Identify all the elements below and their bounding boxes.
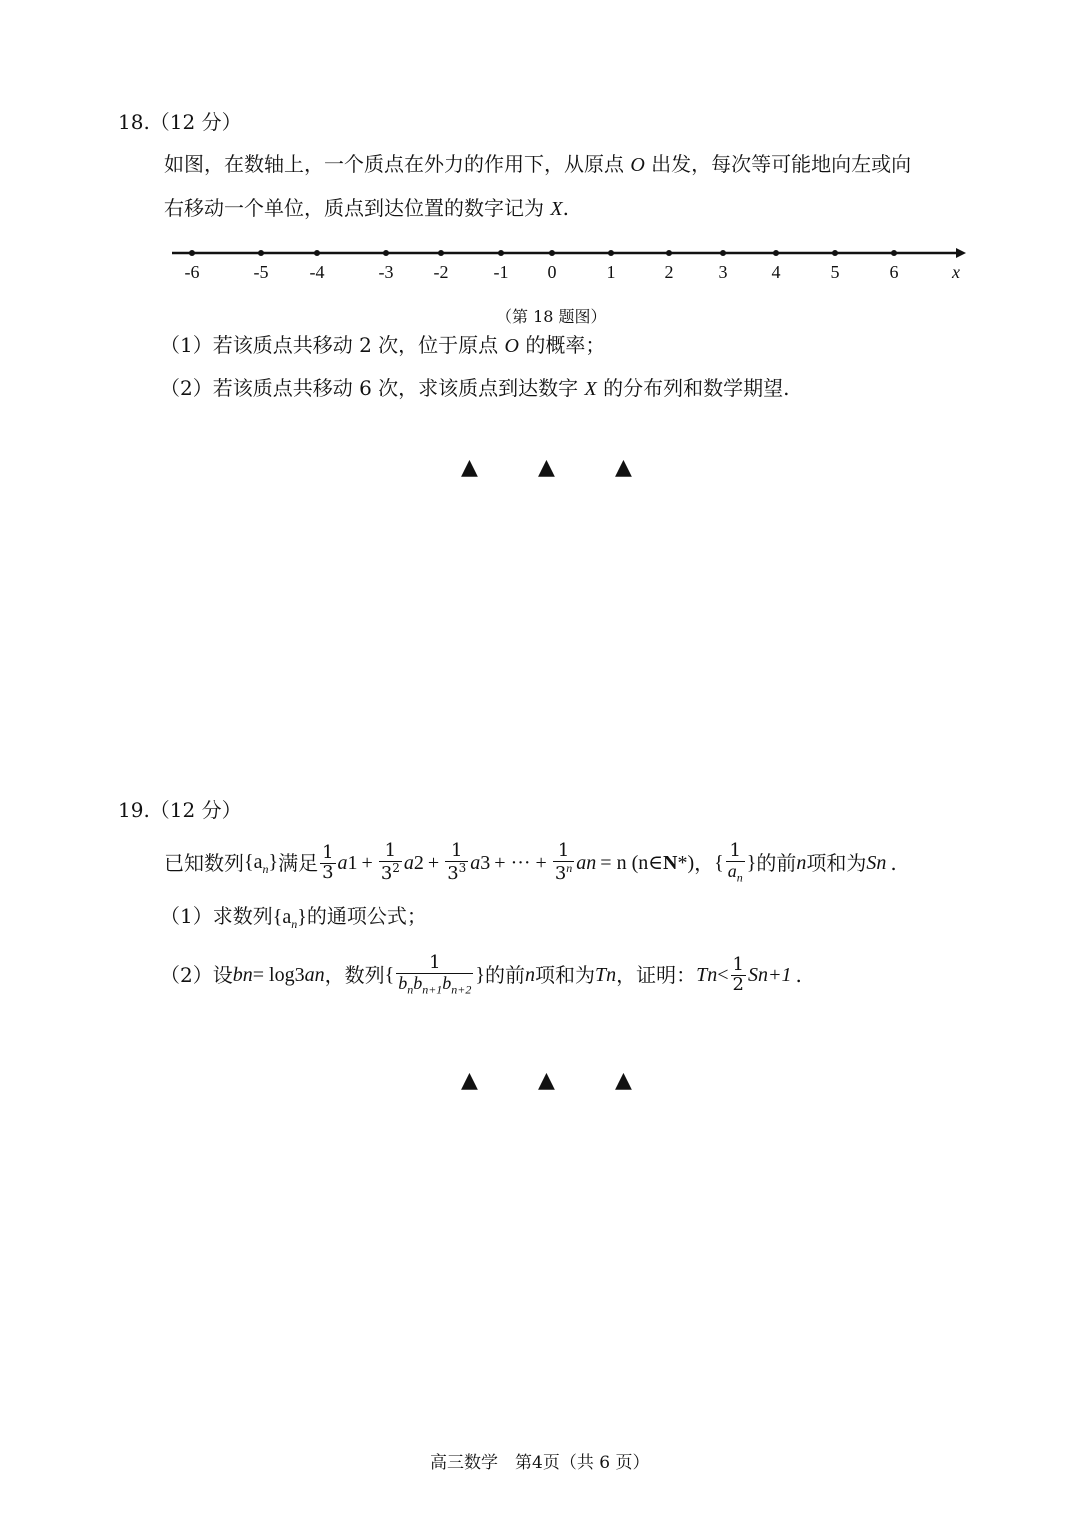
tick-dot	[549, 250, 555, 256]
tick-label: -5	[253, 262, 269, 282]
tick-dot	[314, 250, 320, 256]
tick-dot	[891, 250, 897, 256]
page-footer: 高三数学 第4页（共 6 页）	[430, 1453, 650, 1473]
number-line-ticks	[185, 250, 899, 282]
answer-space-marker	[431, 1068, 662, 1093]
tick-dot	[832, 250, 838, 256]
fraction-1-2: $\frac{1}{2}$	[732, 953, 744, 995]
q19-part1: （1）求数列$\{a_n\}$的通项公式；	[160, 904, 427, 931]
answer-space-marker	[431, 455, 662, 480]
tick-dot	[438, 250, 444, 256]
tick-dot	[666, 250, 672, 256]
tick-dot	[189, 250, 195, 256]
tick-dot	[608, 250, 614, 256]
tick-label: -6	[184, 262, 200, 282]
q18-part1: （1）若该质点共移动 2 次，位于原点 O 的概率；	[160, 333, 606, 357]
origin-symbol: O	[630, 154, 645, 176]
tick-dot	[773, 250, 779, 256]
fraction-1-an: $\frac{1}{a_n}$	[727, 840, 743, 885]
fraction-1-3cu: $\frac{1}{3^3}$	[447, 840, 467, 885]
tick-label: -3	[378, 262, 394, 282]
triangle-mark: ▲	[538, 455, 555, 480]
q19-part2: （2）设 b n = log 3 a n ，数列 { $\frac{1}{b_nb_{n+1}b_{n+2}}$ } 的前 n 项和为 T n ，证明： T n < $\frac{1}{2}$ S n+1 .	[160, 952, 802, 997]
q18-header: 18.（12 分）	[118, 110, 242, 134]
q19-header: 19.（12 分）	[118, 798, 242, 822]
triangle-mark: ▲	[615, 455, 632, 480]
number-line-arrowhead	[956, 248, 966, 258]
tick-label: 6	[889, 262, 899, 282]
tick-label: 2	[664, 262, 674, 282]
triangle-mark: ▲	[615, 1068, 632, 1093]
number-line-figure	[160, 240, 980, 290]
triangle-mark: ▲	[461, 455, 478, 480]
tick-dot	[258, 250, 264, 256]
tick-label: 1	[606, 262, 616, 282]
tick-label: 4	[771, 262, 781, 282]
q19-statement: 已知数列 $\{a_n\}$ 满足 $\frac{1}{3}$ a 1 + $\frac{1}{3^2}$ a 2 + $\frac{1}{3^3}$ a 3 + ··· + $\frac{1}{3^n}$ a n = n (n∈ N * ) ， { $\frac{1}{a_n}$ } 的前 n 项和为 S n .	[164, 840, 897, 885]
var-x: X	[550, 198, 563, 220]
tick-dot	[720, 250, 726, 256]
tick-label: -1	[493, 262, 509, 282]
figure-caption: （第 18 题图）	[496, 307, 607, 326]
tick-label: -4	[309, 262, 325, 282]
triangle-mark: ▲	[461, 1068, 478, 1093]
q18-intro-line2: 右移动一个单位，质点到达位置的数字记为 X.	[164, 196, 569, 220]
tick-dot	[498, 250, 504, 256]
tick-dot	[383, 250, 389, 256]
tick-label: 5	[830, 262, 840, 282]
fraction-1-3n: $\frac{1}{3^n}$	[554, 840, 573, 885]
tick-label: -2	[433, 262, 449, 282]
fraction-1-3sq: $\frac{1}{3^2}$	[380, 840, 400, 885]
tick-label: 0	[547, 262, 557, 282]
triangle-mark: ▲	[538, 1068, 555, 1093]
fraction-1-3: $\frac{1}{3}$	[322, 841, 334, 883]
tick-label: 3	[718, 262, 728, 282]
q18-part2: （2）若该质点共移动 6 次，求该质点到达数字 X 的分布列和数学期望.	[160, 376, 790, 400]
q18-intro-line1: 如图，在数轴上，一个质点在外力的作用下，从原点 O 出发，每次等可能地向左或向	[164, 152, 912, 176]
fraction-1-bbb: $\frac{1}{b_nb_{n+1}b_{n+2}}$	[398, 952, 472, 997]
axis-label-x: x	[952, 262, 960, 282]
